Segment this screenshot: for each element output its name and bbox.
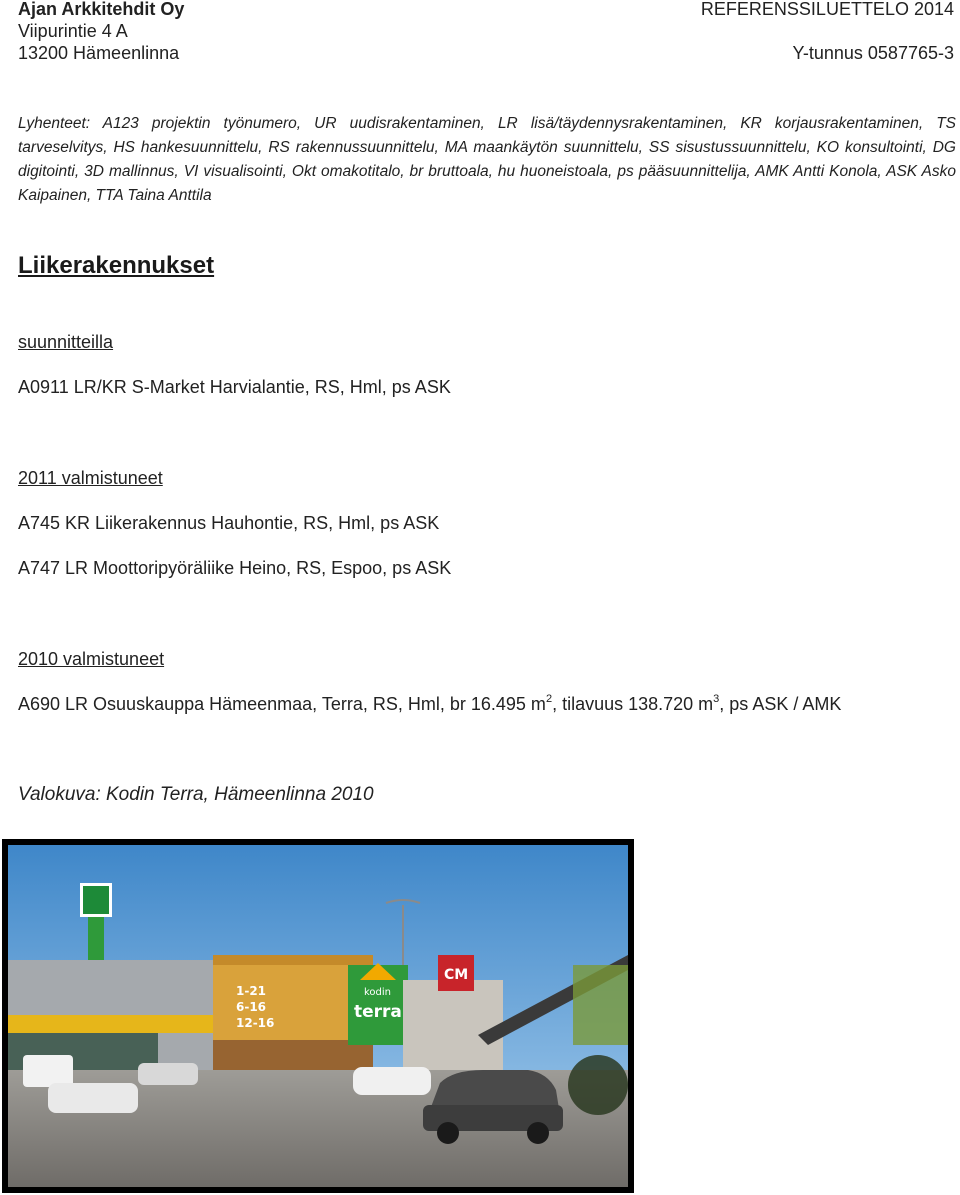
group-heading-2010: 2010 valmistuneet <box>18 649 165 669</box>
header-doc-info <box>701 0 954 64</box>
section-title: Liikerakennukset <box>18 252 215 279</box>
city-address: 13200 Hämeenlinna <box>18 43 180 63</box>
svg-text:terra: terra <box>354 1002 402 1022</box>
abbreviations-paragraph: Lyhenteet: A123 projektin työnumero, UR uudisrakentaminen, LR lisä/täydennysrakentaminen, KR korjausrakentaminen, TS tarveselvitys, HS hankesuunnittelu, RS rakennussuunnittelu, MA maankäytön suunnittelu, SS sisustussuunnittelu, KO konsultointi, DG digitointi, 3D mallinnus, VI visualisointi, Okt omakotitalo, br bruttoala, hu huoneistoala, ps pääsuunnittelija, AMK Antti Konola, ASK Asko Kaipainen, TTA Taina Anttila <box>18 115 956 204</box>
svg-text:1-21: 1-21 <box>236 984 267 998</box>
svg-text:CM: CM <box>444 967 469 983</box>
business-id: Y-tunnus 0587765-3 <box>792 43 954 63</box>
photo-caption: Valokuva: Kodin Terra, Hämeenlinna 2010 <box>18 784 374 805</box>
project-entry: A0911 LR/KR S-Market Harvialantie, RS, Hml, ps ASK <box>18 377 451 397</box>
project-entry: A745 KR Liikerakennus Hauhontie, RS, Hml, ps ASK <box>18 513 440 533</box>
document-title: REFERENSSILUETTELO 2014 <box>700 0 954 19</box>
company-name: Ajan Arkkitehdit Oy <box>18 0 185 19</box>
svg-text:12-16: 12-16 <box>236 1016 275 1030</box>
project-entry-a690: A690 LR Osuuskauppa Hämeenmaa, Terra, RS, Hml, br 16.495 $m^2$, tilavuus 138.720 $m^3$, ps ASK / AMK <box>18 693 842 714</box>
street-address: Viipurintie 4 A <box>18 21 128 41</box>
svg-text:6-16: 6-16 <box>236 1000 267 1014</box>
svg-text:kodin: kodin <box>364 987 392 998</box>
kodin-terra-photo-illustration <box>8 845 628 1187</box>
group-heading-2011: 2011 valmistuneet <box>18 468 163 488</box>
building-photo <box>2 839 634 1193</box>
project-entry: A747 LR Moottoripyöräliike Heino, RS, Espoo, ps ASK <box>18 558 452 578</box>
group-heading-planned: suunnitteilla <box>18 332 114 352</box>
header-address <box>18 0 184 64</box>
